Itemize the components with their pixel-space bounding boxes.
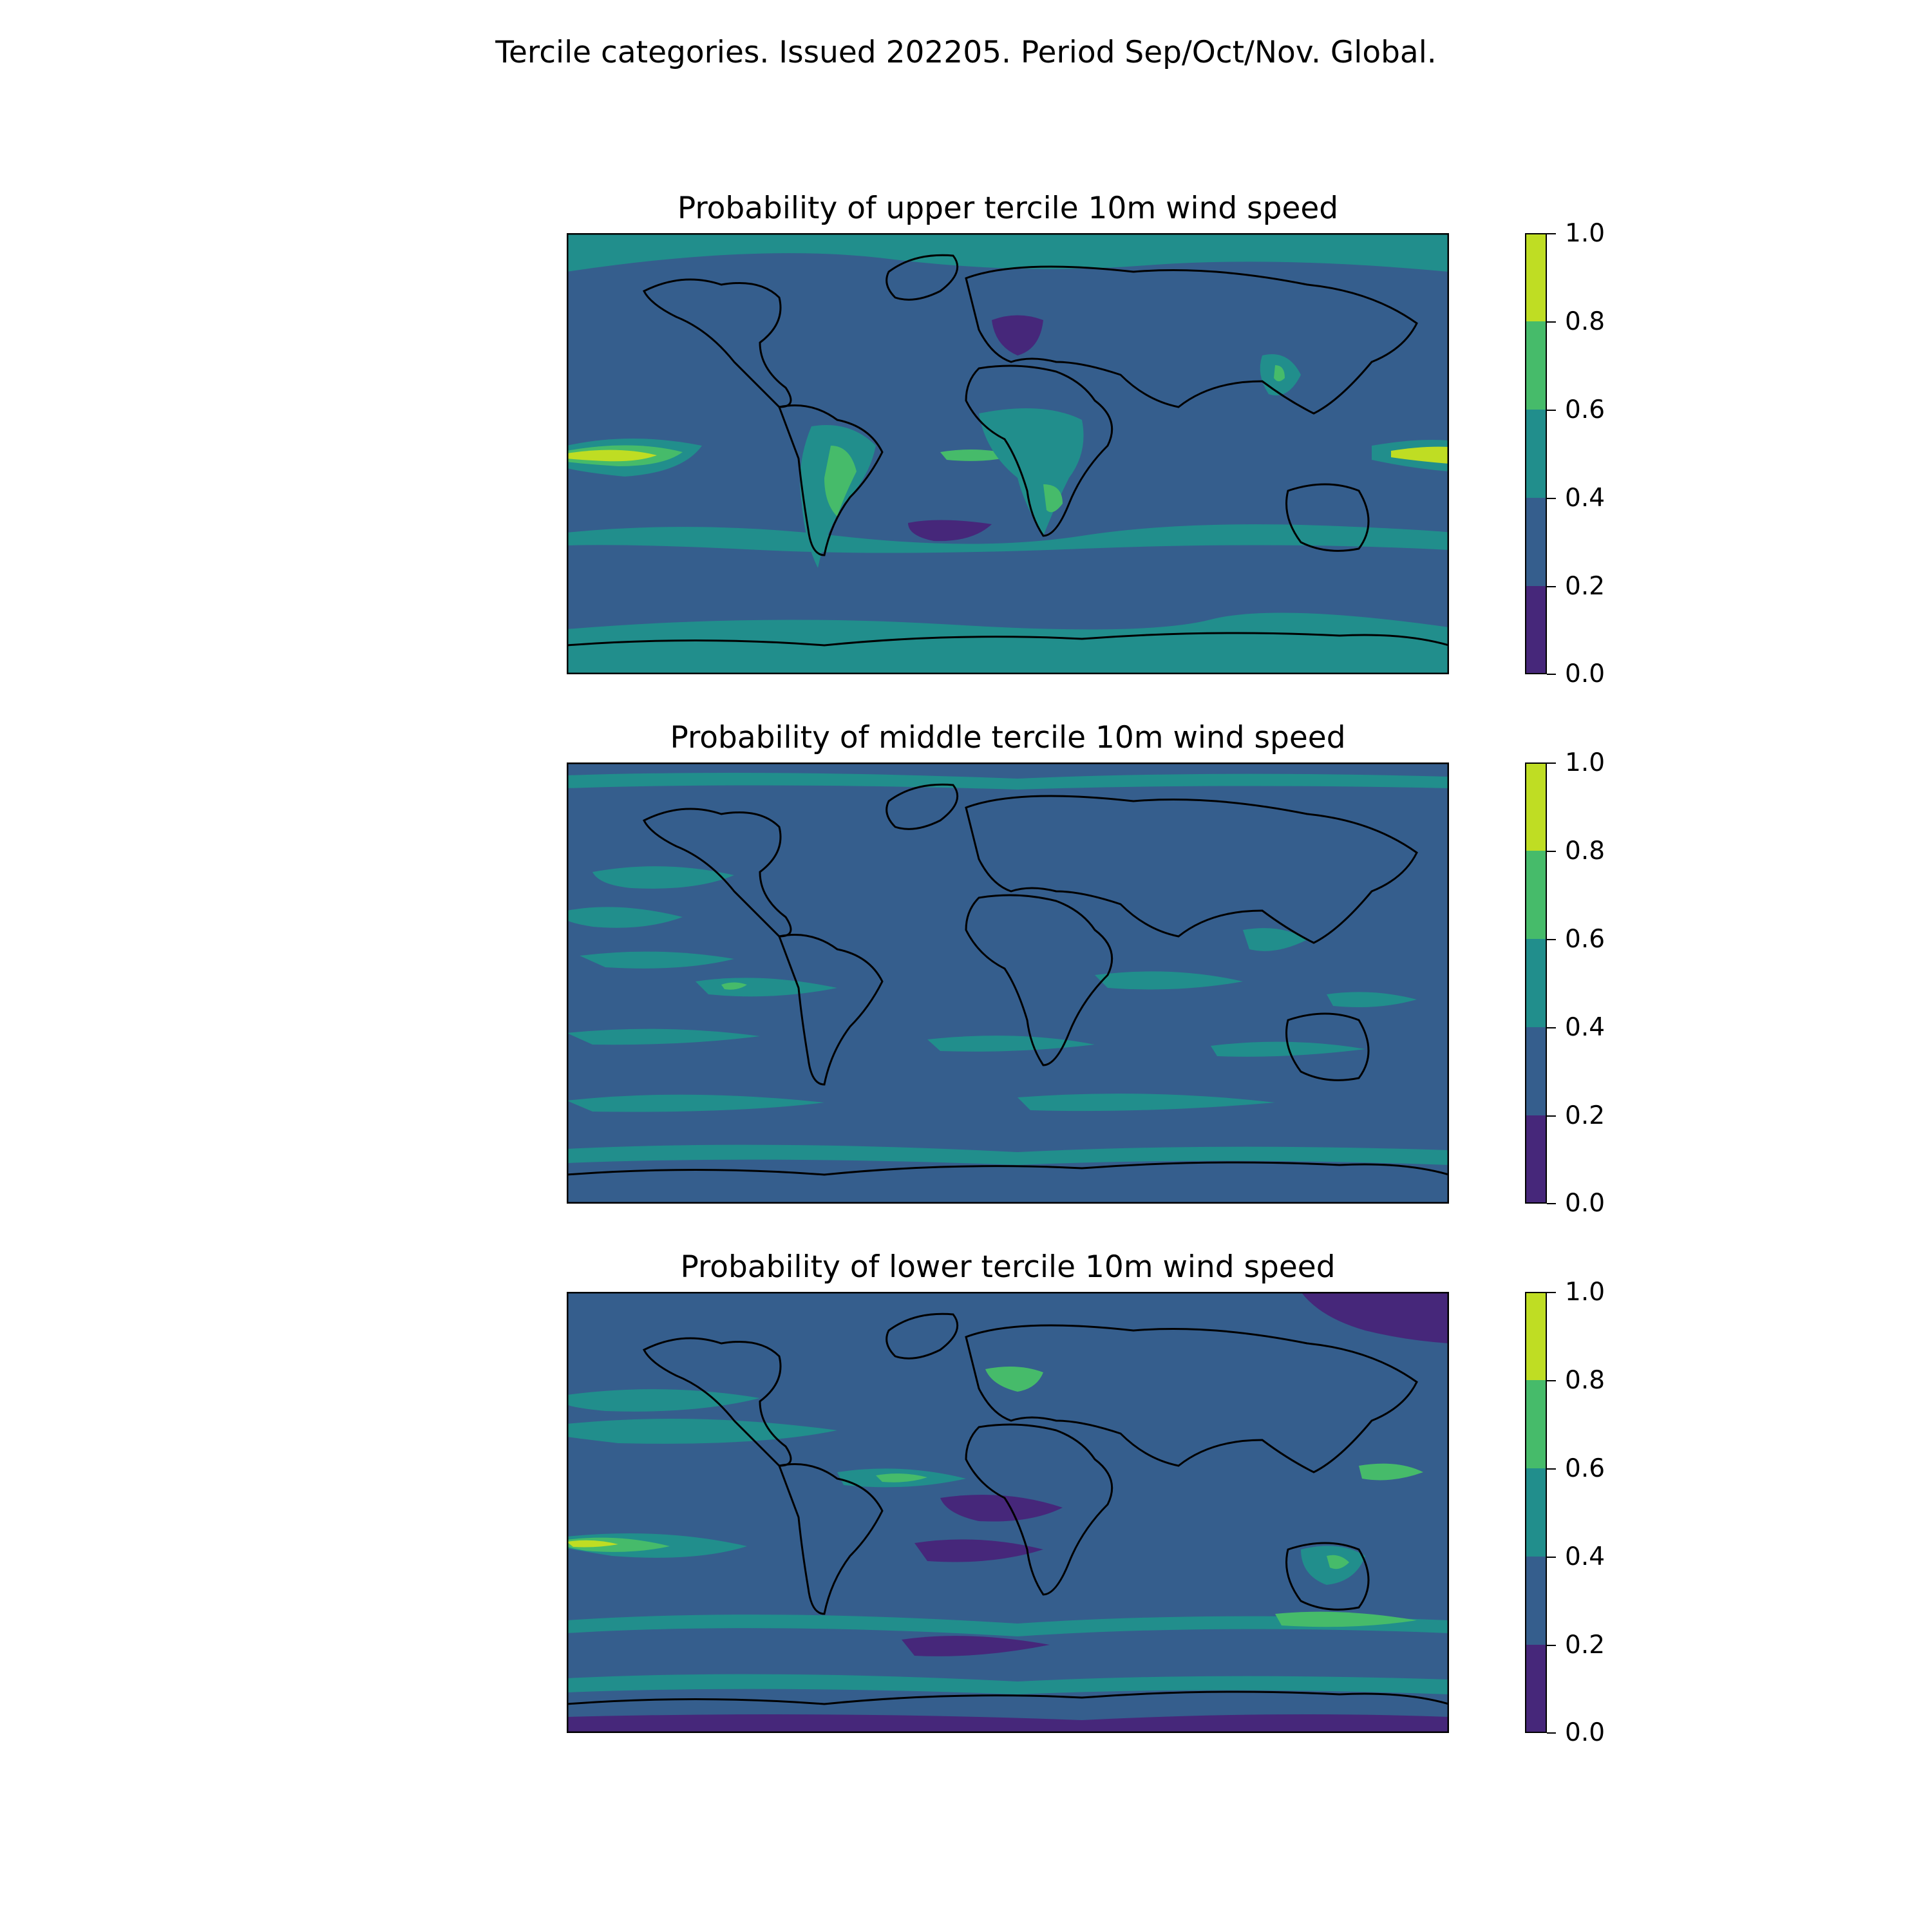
map-middle-tercile bbox=[567, 762, 1449, 1204]
colorbar-upper-svg bbox=[1525, 233, 1547, 674]
colorbar-tick bbox=[1547, 762, 1556, 764]
colorbar-band-0.6-0.8 bbox=[1525, 851, 1547, 939]
colorbar-label: 0.4 bbox=[1565, 484, 1605, 513]
colorbar-label: 1.0 bbox=[1565, 1278, 1605, 1307]
colorbar-tick bbox=[1547, 1468, 1556, 1470]
colorbar-label: 0.2 bbox=[1565, 1631, 1605, 1660]
colorbar-label: 0.4 bbox=[1565, 1013, 1605, 1042]
colorbar-tick bbox=[1547, 1645, 1556, 1646]
colorbar-lower-svg bbox=[1525, 1292, 1547, 1733]
map-upper-svg bbox=[567, 233, 1449, 674]
colorbar-label: 0.2 bbox=[1565, 572, 1605, 601]
colorbar-band-0.0-0.2 bbox=[1525, 1645, 1547, 1733]
colorbar-tick bbox=[1547, 586, 1556, 587]
colorbar-band-0.4-0.6 bbox=[1525, 939, 1547, 1027]
colorbar-label: 0.4 bbox=[1565, 1542, 1605, 1571]
colorbar-tick bbox=[1547, 1115, 1556, 1117]
colorbar-band-0.4-0.6 bbox=[1525, 410, 1547, 498]
colorbar-band-0.2-0.4 bbox=[1525, 1557, 1547, 1645]
colorbar-band-0.4-0.6 bbox=[1525, 1468, 1547, 1557]
colorbar-tick bbox=[1547, 233, 1556, 234]
colorbar-tick bbox=[1547, 321, 1556, 323]
colorbar-upper bbox=[1525, 233, 1547, 674]
colorbar-lower bbox=[1525, 1292, 1547, 1733]
colorbar-band-0.8-1.0 bbox=[1525, 233, 1547, 321]
map-middle-svg bbox=[567, 762, 1449, 1204]
colorbar-label: 0.0 bbox=[1565, 659, 1605, 688]
panel-title-lower: Probability of lower tercile 10m wind speed bbox=[680, 1249, 1336, 1285]
colorbar-label: 0.6 bbox=[1565, 925, 1605, 954]
colorbar-label: 0.8 bbox=[1565, 1366, 1605, 1395]
colorbar-tick bbox=[1547, 1557, 1556, 1558]
colorbar-label: 0.6 bbox=[1565, 395, 1605, 424]
figure-title: Tercile categories. Issued 202205. Period Sep/Oct/Nov. Global. bbox=[495, 35, 1437, 70]
map-lower-tercile bbox=[567, 1292, 1449, 1733]
panel-title-middle: Probability of middle tercile 10m wind speed bbox=[670, 720, 1346, 755]
colorbar-tick bbox=[1547, 1732, 1556, 1734]
colorbar-label: 1.0 bbox=[1565, 219, 1605, 248]
colorbar-tick bbox=[1547, 939, 1556, 940]
colorbar-tick bbox=[1547, 1203, 1556, 1204]
colorbar-tick bbox=[1547, 1292, 1556, 1293]
colorbar-tick bbox=[1547, 674, 1556, 675]
colorbar-label: 0.8 bbox=[1565, 837, 1605, 866]
colorbar-band-0.6-0.8 bbox=[1525, 321, 1547, 410]
colorbar-tick bbox=[1547, 410, 1556, 411]
colorbar-label: 0.6 bbox=[1565, 1454, 1605, 1483]
map-upper-tercile bbox=[567, 233, 1449, 674]
colorbar-label: 0.0 bbox=[1565, 1718, 1605, 1747]
colorbar-band-0.8-1.0 bbox=[1525, 762, 1547, 851]
colorbar-band-0.0-0.2 bbox=[1525, 586, 1547, 674]
colorbar-tick bbox=[1547, 1027, 1556, 1028]
colorbar-tick bbox=[1547, 498, 1556, 499]
colorbar-label: 0.0 bbox=[1565, 1189, 1605, 1218]
map-lower-svg bbox=[567, 1292, 1449, 1733]
colorbar-label: 1.0 bbox=[1565, 748, 1605, 777]
colorbar-label: 0.2 bbox=[1565, 1101, 1605, 1130]
colorbar-label: 0.8 bbox=[1565, 307, 1605, 336]
colorbar-band-0.6-0.8 bbox=[1525, 1380, 1547, 1468]
colorbar-middle bbox=[1525, 762, 1547, 1204]
colorbar-middle-svg bbox=[1525, 762, 1547, 1204]
colorbar-band-0.2-0.4 bbox=[1525, 498, 1547, 586]
colorbar-tick bbox=[1547, 851, 1556, 852]
colorbar-band-0.8-1.0 bbox=[1525, 1292, 1547, 1380]
colorbar-tick bbox=[1547, 1380, 1556, 1381]
panel-title-upper: Probability of upper tercile 10m wind speed bbox=[677, 191, 1339, 226]
colorbar-band-0.2-0.4 bbox=[1525, 1027, 1547, 1115]
colorbar-band-0.0-0.2 bbox=[1525, 1115, 1547, 1204]
